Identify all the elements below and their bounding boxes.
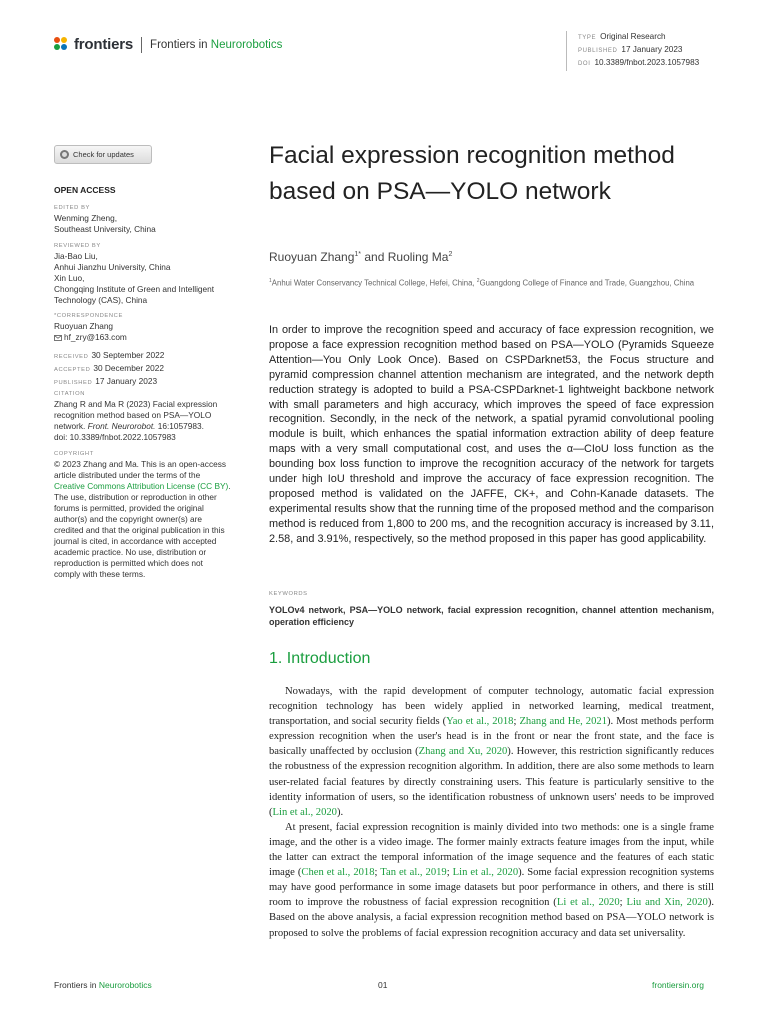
citation-link[interactable]: Lin et al., 2020 (272, 806, 337, 818)
body-text (269, 684, 714, 941)
citation-link[interactable]: Tan et al., 2019 (380, 867, 447, 879)
citation-link[interactable]: Liu and Xin, 2020 (626, 897, 708, 909)
journal-name[interactable]: Frontiers in Neurorobotics (150, 38, 283, 51)
article-title: Facial expression recognition method based on PSA—YOLO network (269, 142, 675, 205)
article-meta: TYPE Original Research PUBLISHED 17 January 2023 DOI 10.3389/fnbot.2023.1057983 (566, 31, 699, 71)
keywords-label: KEYWORDS (269, 591, 308, 597)
author-1[interactable]: Ruoyuan Zhang (269, 250, 355, 264)
footer-journal[interactable]: Frontiers in Neurorobotics (54, 980, 152, 990)
edited-by-section: EDITED BY Wenming Zheng, Southeast University, China (54, 205, 156, 234)
paragraph: Nowadays, with the rapid development of computer technology, automatic facial expression recognition technology has been widely applied in networked learning, medical treatment, transportation, and social security fields (Yao et al., 2018; Zhang and He, 2021). Most methods perform expression recognition when the user's head is in the front or near the front state, and the face is basically unaffected by occlusion (Zhang and Xu, 2020). However, this restriction significantly reduces the robustness of the expression recognition algorithm. In addition, there are also some methods to learn user-related facial features by directly constraining users. This feature is particularly sensitive to the identity information of users, so the identification robustness of unknown users' needs to be improved (Lin et al., 2020). (269, 686, 714, 818)
correspondence-email[interactable]: hf_zry@163.com (54, 332, 249, 343)
citation-link[interactable]: Yao et al., 2018 (446, 716, 514, 728)
mail-icon (54, 335, 62, 341)
page-number: 01 (378, 980, 388, 990)
copyright-section: COPYRIGHT © 2023 Zhang and Ma. This is an open-access article distributed under the terms of the Creative Commons Attribution License (CC BY). The use, distribution or reproduction in other forums is permitted, provided the original author(s) and the copyright owner(s) are credited and that the original publication in this journal is cited, in accordance with accepted academic practice. No use, distribution or reproduction is permitted which does not comply with these terms. (54, 451, 231, 579)
section-heading-introduction: 1. Introduction (269, 650, 371, 667)
affiliations: $^1$Anhui Water Conservancy Technical College, Hefei, China, $^2$Guangdong College of Finance and Trade, Guangzhou, China (269, 278, 695, 288)
license-link[interactable]: Creative Commons Attribution License (CC BY) (54, 481, 229, 491)
correspondence-section: *CORRESPONDENCE Ruoyuan Zhang hf_zry@163.com (54, 312, 249, 343)
citation-link[interactable]: Lin et al., 2020 (452, 867, 519, 879)
frontiers-logo-icon (54, 37, 70, 53)
author-2[interactable]: Ruoling Ma (387, 250, 449, 264)
doi-link[interactable]: 10.3389/fnbot.2023.1057983 (594, 58, 700, 68)
open-access-label: OPEN ACCESS (54, 185, 116, 195)
abstract: In order to improve the recognition speed and accuracy of face expression recognition, we propose a face expression recognition method based on PSA—YOLO (Pyramids Squeeze Attention—You Only Look Once). Based on CSPDarknet53, the Focus structure and pyramid compression channel attention mechanism are integrated, and the network depth reduction strategy is adopted to build a PSA-CSPDarknet-1 lightweight backbone network with small parameters and high accuracy, which improves the speed of face expression recognition. Secondly, in the neck of the network, a spatial pyramid convolutional pooling module is built, which enhances the spatial information extraction ability of deep feature maps with a very small computational cost, and uses the α—CIoU loss function as the bounding box loss function to improve the recognition accuracy of the network for targets under high IoU threshold and improve the accuracy of face expression recognition. The proposed method is validated on the JAFFE, CK+, and Cohn-Kanade datasets. The experimental results show that the running time of the proposed method and the comparison method is reduced from 1,800 to 200 ms, and the recognition accuracy is increased by 3.11, 2.58, and 3.91%, respectively, so the method proposed in this paper has good applicability. (269, 324, 714, 545)
citation-link[interactable]: Zhang and He, 2021 (519, 716, 607, 728)
footer-site-link[interactable]: frontiersin.org (652, 980, 704, 990)
reviewed-by-section: REVIEWED BY Jia-Bao Liu, Anhui Jianzhu University, China Xin Luo, Chongqing Institute of Green and Intelligent Technology (CAS), China (54, 243, 215, 305)
published-date: 17 January 2023 (621, 45, 683, 55)
citation-link[interactable]: Chen et al., 2018 (301, 867, 375, 879)
citation-link[interactable]: Li et al., 2020 (556, 897, 620, 909)
brand-name: frontiers (74, 36, 134, 53)
citation-section: CITATION Zhang R and Ma R (2023) Facial expression recognition method based on PSA—YOLO network. Front. Neurorobot. 16:1057983. doi: 10.3389/fnbot.2022.1057983 (54, 390, 249, 443)
citation-doi[interactable]: doi: 10.3389/fnbot.2022.1057983 (54, 432, 176, 442)
article-type: Original Research (600, 32, 666, 41)
citation-link[interactable]: Zhang and Xu, 2020 (418, 746, 508, 758)
check-updates-icon (60, 150, 69, 159)
header-divider (141, 37, 142, 53)
paragraph: At present, facial expression recognition is mainly divided into two methods: one is a single frame image, and the other is a video image. The former mainly extracts feature images from the input, while the latter can extract the temporal information of the image sequence and the features of each static image (Chen et al., 2018; Tan et al., 2019; Lin et al., 2020). Some facial expression recognition systems may have good performance in some image datasets but poor performance in others, and there is still room to improve the robustness of facial expression recognition (Li et al., 2020; Liu and Xin, 2020). Based on the above analysis, a facial expression recognition method based on PSA—YOLO network is proposed to solve the problems of facial expression recognition accuracy and data set universality. (269, 821, 715, 939)
check-updates-button[interactable]: Check for updates (54, 145, 152, 164)
author-list: Ruoyuan Zhang$^{1*}$ and Ruoling Ma$^2$ (269, 250, 453, 264)
dates-section: RECEIVED 30 September 2022 ACCEPTED 30 December 2022 PUBLISHED 17 January 2023 (54, 350, 165, 386)
frontiers-logo[interactable] (54, 36, 282, 53)
keywords: YOLOv4 network, PSA—YOLO network, facial expression recognition, channel attention mechanism, operation efficiency (269, 605, 714, 627)
